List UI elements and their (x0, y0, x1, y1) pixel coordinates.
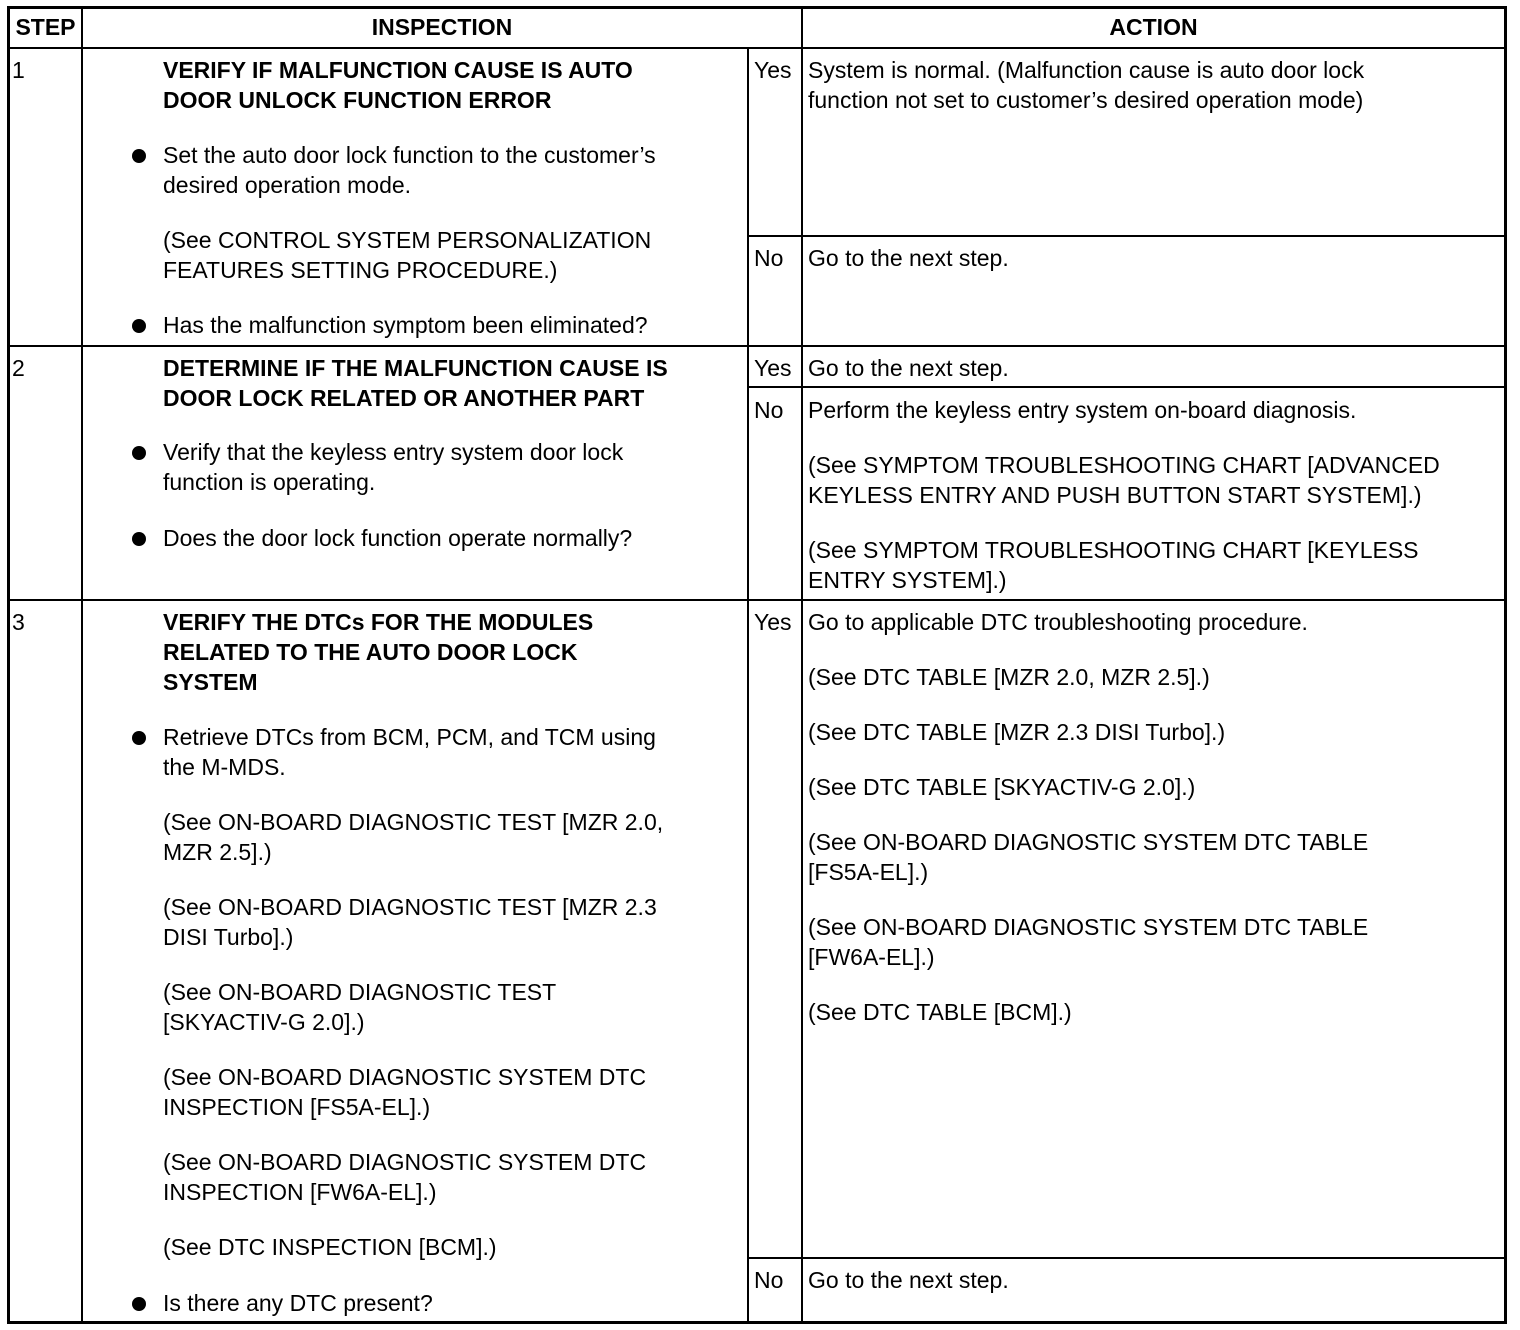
inspection-text: (See ON-BOARD DIAGNOSTIC TEST (163, 979, 557, 1005)
inspection-text: (See ON-BOARD DIAGNOSTIC SYSTEM DTC (163, 1149, 647, 1175)
bullet-icon (132, 149, 146, 163)
step-title: SYSTEM (163, 669, 258, 695)
no-label: No (754, 1267, 784, 1293)
step-title: DOOR UNLOCK FUNCTION ERROR (163, 87, 552, 113)
inspection-text: (See ON-BOARD DIAGNOSTIC TEST [MZR 2.3 (163, 894, 657, 920)
step-title: VERIFY THE DTCs FOR THE MODULES (163, 609, 594, 635)
inspection-text: (See CONTROL SYSTEM PERSONALIZATION (163, 227, 652, 253)
inspection-text: Is there any DTC present? (163, 1290, 433, 1316)
step-number: 3 (12, 609, 25, 635)
bullet-icon (132, 1297, 146, 1311)
action-text: (See DTC TABLE [BCM].) (808, 999, 1072, 1025)
action-text: (See DTC TABLE [MZR 2.0, MZR 2.5].) (808, 664, 1210, 690)
row-separator-1 (7, 345, 1507, 347)
no-label: No (754, 397, 784, 423)
header-separator (7, 47, 1507, 49)
action-text: Go to applicable DTC troubleshooting procedure. (808, 609, 1308, 635)
header-action: ACTION (1109, 14, 1198, 40)
inspection-text: Set the auto door lock function to the customer’s (163, 142, 656, 168)
action-text: [FS5A-EL].) (808, 859, 929, 885)
action-text: Go to the next step. (808, 355, 1009, 381)
inspection-text: Retrieve DTCs from BCM, PCM, and TCM using (163, 724, 656, 750)
action-text: Go to the next step. (808, 245, 1009, 271)
bullet-icon (132, 446, 146, 460)
action-text: KEYLESS ENTRY AND PUSH BUTTON START SYSTEM].) (808, 482, 1422, 508)
divider-action (801, 6, 803, 1324)
inspection-text: INSPECTION [FW6A-EL].) (163, 1179, 437, 1205)
action-text: ENTRY SYSTEM].) (808, 567, 1007, 593)
inspection-text: (See ON-BOARD DIAGNOSTIC TEST [MZR 2.0, (163, 809, 664, 835)
inspection-text: [SKYACTIV-G 2.0].) (163, 1009, 365, 1035)
inspection-text: Has the malfunction symptom been eliminated? (163, 312, 648, 338)
yes-no-separator-3 (747, 1257, 1507, 1259)
row-separator-2 (7, 599, 1507, 601)
inspection-text: MZR 2.5].) (163, 839, 272, 865)
header-inspection: INSPECTION (371, 14, 513, 40)
action-text: System is normal. (Malfunction cause is auto door lock (808, 57, 1365, 83)
step-title: VERIFY IF MALFUNCTION CAUSE IS AUTO (163, 57, 633, 83)
step-number: 2 (12, 355, 25, 381)
yes-no-separator-2 (747, 386, 1507, 388)
border-bottom (7, 1321, 1507, 1324)
inspection-text: (See DTC INSPECTION [BCM].) (163, 1234, 497, 1260)
step-title: RELATED TO THE AUTO DOOR LOCK (163, 639, 578, 665)
inspection-text: Verify that the keyless entry system door lock (163, 439, 624, 465)
bullet-icon (132, 319, 146, 333)
action-text: (See SYMPTOM TROUBLESHOOTING CHART [ADVANCED (808, 452, 1440, 478)
inspection-text: desired operation mode. (163, 172, 412, 198)
divider-yes-no (747, 47, 749, 1324)
bullet-icon (132, 731, 146, 745)
inspection-text: the M-MDS. (163, 754, 286, 780)
inspection-text: Does the door lock function operate normally? (163, 525, 633, 551)
inspection-text: function is operating. (163, 469, 376, 495)
action-text: (See DTC TABLE [SKYACTIV-G 2.0].) (808, 774, 1196, 800)
action-text: Go to the next step. (808, 1267, 1009, 1293)
action-text: [FW6A-EL].) (808, 944, 935, 970)
yes-label: Yes (754, 57, 792, 83)
header-step: STEP (15, 14, 76, 40)
action-text: Perform the keyless entry system on-board diagnosis. (808, 397, 1357, 423)
border-right (1504, 6, 1507, 1324)
border-left (7, 6, 10, 1324)
action-text: (See DTC TABLE [MZR 2.3 DISI Turbo].) (808, 719, 1226, 745)
inspection-text: DISI Turbo].) (163, 924, 294, 950)
step-title: DETERMINE IF THE MALFUNCTION CAUSE IS (163, 355, 668, 381)
inspection-text: INSPECTION [FS5A-EL].) (163, 1094, 431, 1120)
inspection-text: (See ON-BOARD DIAGNOSTIC SYSTEM DTC (163, 1064, 647, 1090)
action-text: (See SYMPTOM TROUBLESHOOTING CHART [KEYLESS (808, 537, 1419, 563)
yes-no-separator-1 (747, 235, 1507, 237)
yes-label: Yes (754, 355, 792, 381)
inspection-text: FEATURES SETTING PROCEDURE.) (163, 257, 558, 283)
bullet-icon (132, 532, 146, 546)
step-title: DOOR LOCK RELATED OR ANOTHER PART (163, 385, 645, 411)
no-label: No (754, 245, 784, 271)
divider-step (81, 6, 83, 1324)
step-number: 1 (12, 57, 25, 83)
action-text: (See ON-BOARD DIAGNOSTIC SYSTEM DTC TABLE (808, 914, 1369, 940)
action-text: function not set to customer’s desired operation mode) (808, 87, 1364, 113)
border-top (7, 6, 1507, 9)
action-text: (See ON-BOARD DIAGNOSTIC SYSTEM DTC TABLE (808, 829, 1369, 855)
yes-label: Yes (754, 609, 792, 635)
